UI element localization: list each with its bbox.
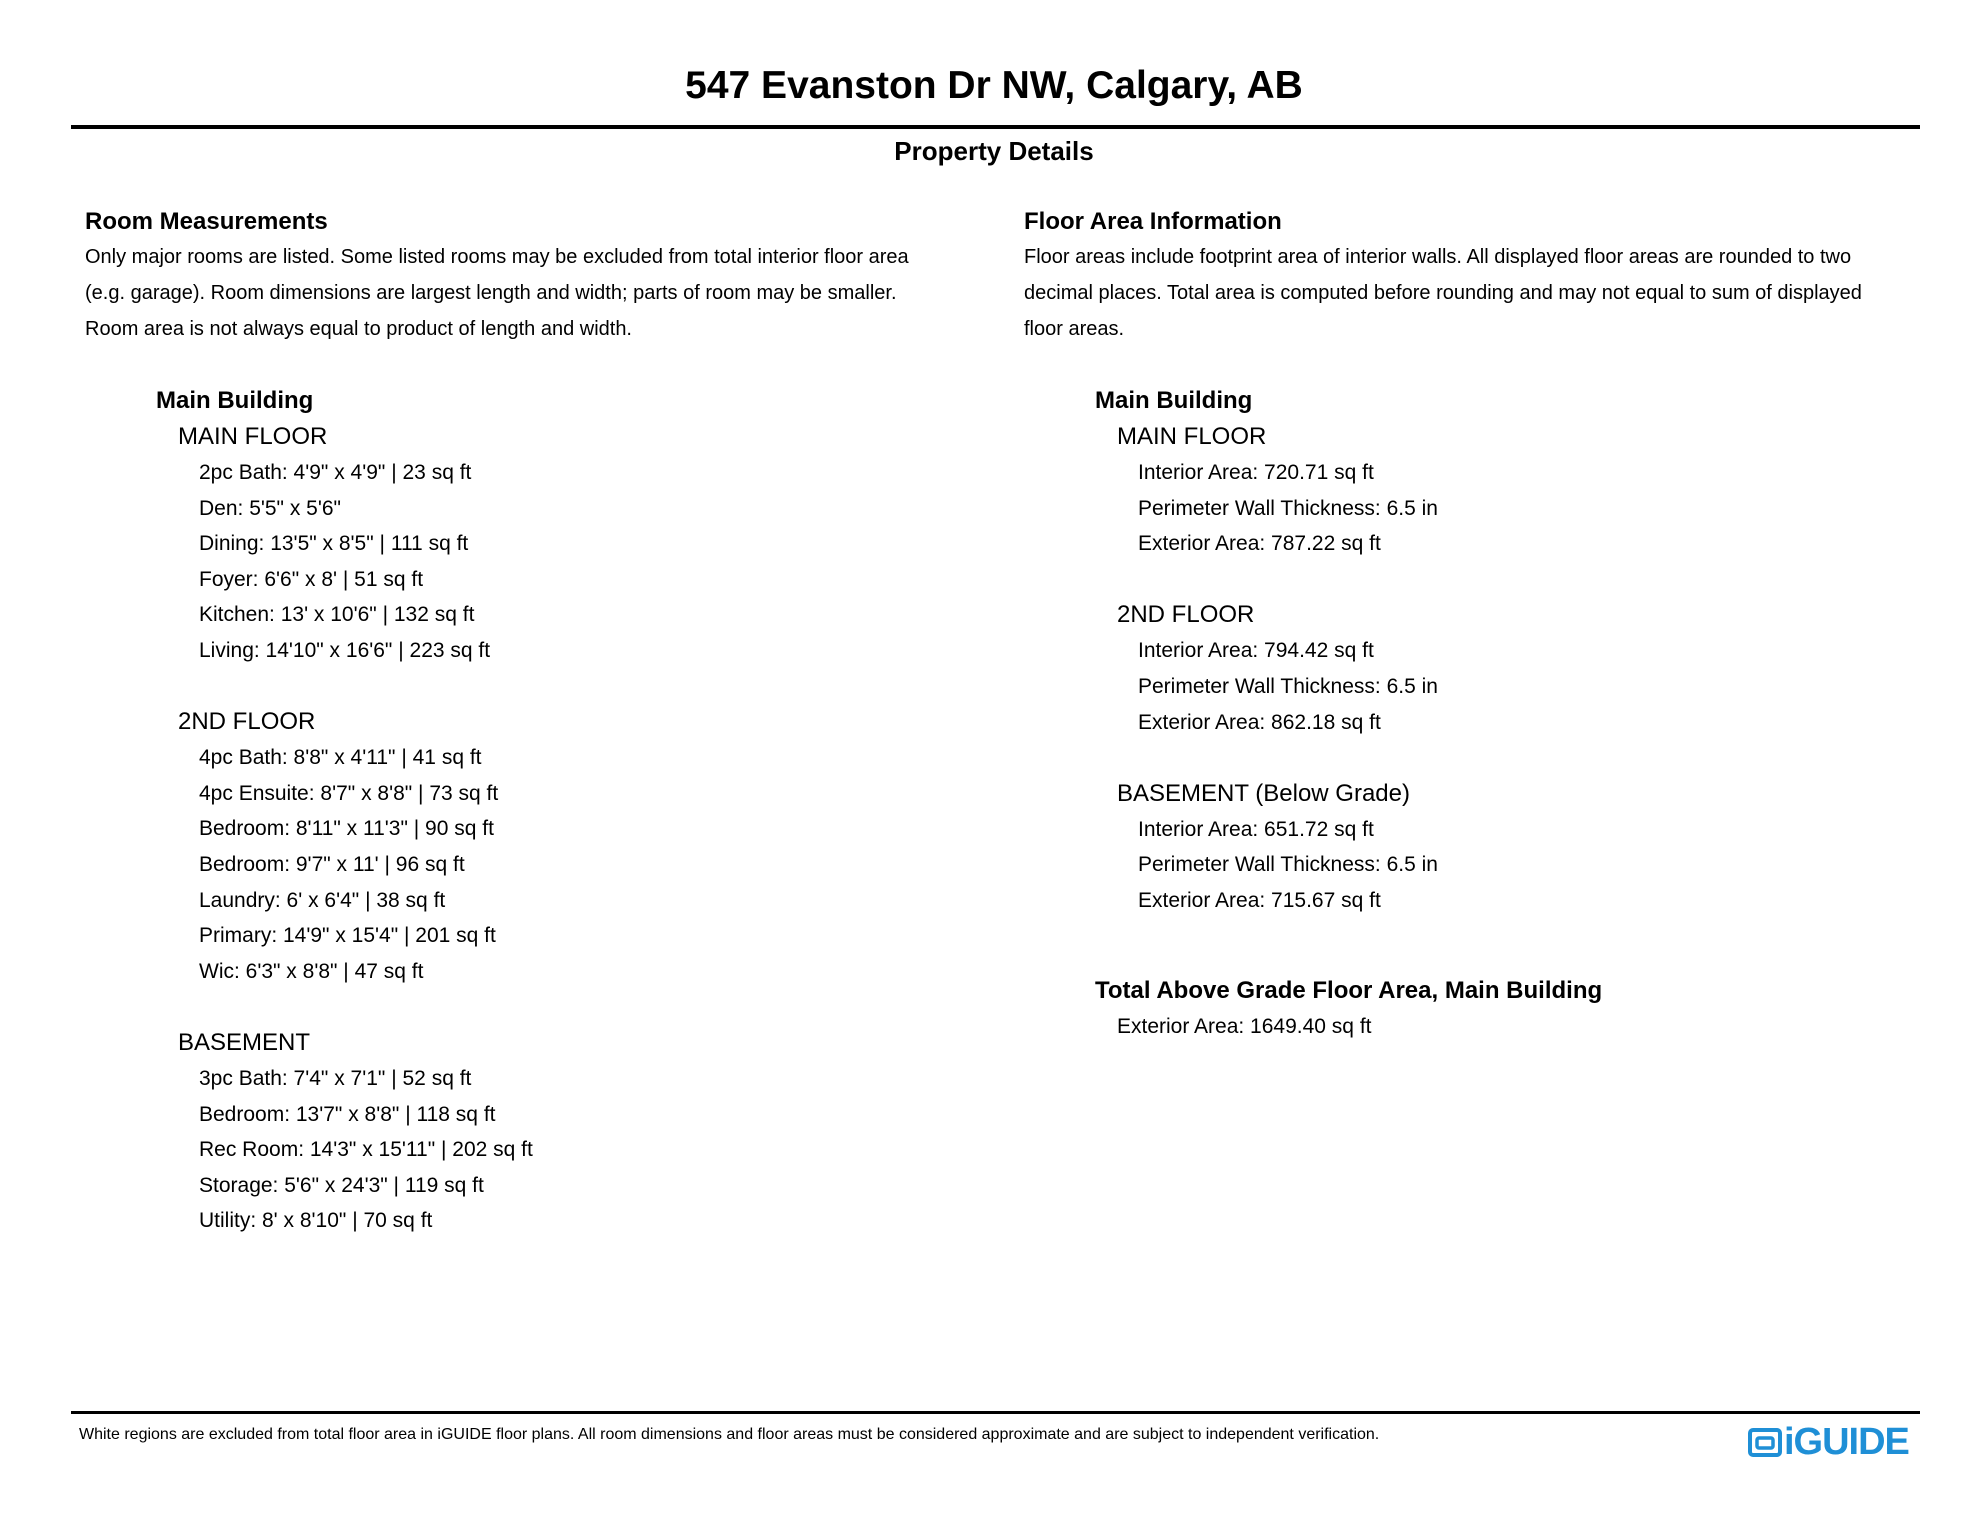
floor-heading: BASEMENT bbox=[178, 1028, 311, 1056]
room-item: 2pc Bath: 4'9" x 4'9" | 23 sq ft bbox=[199, 461, 472, 484]
floor-area-heading: Floor Area Information bbox=[1024, 208, 1282, 235]
floor-area-description-line: decimal places. Total area is computed before rounding and may not equal to sum of displayed bbox=[1024, 282, 1862, 304]
room-item: Laundry: 6' x 6'4" | 38 sq ft bbox=[199, 888, 446, 912]
room-item: Primary: 14'9" x 15'4" | 201 sq ft bbox=[199, 924, 496, 948]
room-item: Bedroom: 13'7" x 8'8" | 118 sq ft bbox=[199, 1102, 496, 1126]
area-item: Exterior Area: 787.22 sq ft bbox=[1138, 532, 1381, 556]
room-measurements-heading: Room Measurements bbox=[85, 208, 328, 235]
room-item: Storage: 5'6" x 24'3" | 119 sq ft bbox=[199, 1173, 484, 1197]
floor-heading: 2ND FLOOR bbox=[1117, 601, 1255, 629]
floor-heading: BASEMENT (Below Grade) bbox=[1117, 779, 1410, 807]
floor-area-description-line: floor areas. bbox=[1024, 318, 1125, 340]
area-item: Exterior Area: 862.18 sq ft bbox=[1138, 710, 1381, 734]
footer-divider bbox=[71, 1411, 1920, 1414]
room-item: 4pc Ensuite: 8'7" x 8'8" | 73 sq ft bbox=[199, 781, 499, 805]
room-item: Dining: 13'5" x 8'5" | 111 sq ft bbox=[199, 532, 469, 556]
total-area-value: Exterior Area: 1649.40 sq ft bbox=[1117, 1014, 1372, 1038]
area-item: Perimeter Wall Thickness: 6.5 in bbox=[1138, 853, 1438, 877]
area-item: Exterior Area: 715.67 sq ft bbox=[1138, 888, 1381, 912]
room-item: Foyer: 6'6" x 8' | 51 sq ft bbox=[199, 567, 424, 591]
room-measurements-description-line: (e.g. garage). Room dimensions are largest length and width; parts of room may be smaller. bbox=[85, 282, 897, 304]
floor-area-section bbox=[1024, 205, 1930, 1045]
total-area-heading: Total Above Grade Floor Area, Main Building bbox=[1095, 976, 1603, 1004]
room-item: 4pc Bath: 8'8" x 4'11" | 41 sq ft bbox=[199, 746, 482, 770]
floor-heading: MAIN FLOOR bbox=[178, 423, 328, 450]
iguide-logo-text: iGUIDE bbox=[1784, 1421, 1909, 1463]
room-item: Utility: 8' x 8'10" | 70 sq ft bbox=[199, 1209, 433, 1233]
iguide-camera-icon bbox=[1748, 1426, 1782, 1458]
building-heading: Main Building bbox=[156, 387, 314, 414]
room-item: Kitchen: 13' x 10'6" | 132 sq ft bbox=[199, 603, 475, 627]
title-divider bbox=[71, 125, 1920, 129]
area-item: Perimeter Wall Thickness: 6.5 in bbox=[1138, 496, 1438, 520]
room-item: Wic: 6'3" x 8'8" | 47 sq ft bbox=[199, 959, 424, 983]
room-item: Bedroom: 9'7" x 11' | 96 sq ft bbox=[199, 852, 465, 876]
page-subtitle: Property Details bbox=[894, 136, 1094, 166]
floor-heading: 2ND FLOOR bbox=[178, 708, 316, 736]
room-item: 3pc Bath: 7'4" x 7'1" | 52 sq ft bbox=[199, 1066, 472, 1090]
area-item: Interior Area: 794.42 sq ft bbox=[1138, 639, 1374, 663]
area-item: Interior Area: 720.71 sq ft bbox=[1138, 461, 1374, 484]
area-item: Interior Area: 651.72 sq ft bbox=[1138, 817, 1374, 841]
iguide-logo bbox=[1748, 1422, 1909, 1462]
room-item: Living: 14'10" x 16'6" | 223 sq ft bbox=[199, 638, 491, 662]
building-heading: Main Building bbox=[1095, 387, 1253, 414]
room-item: Den: 5'5" x 5'6" bbox=[199, 496, 342, 520]
room-item: Bedroom: 8'11" x 11'3" | 90 sq ft bbox=[199, 817, 494, 841]
floor-heading: MAIN FLOOR bbox=[1117, 423, 1267, 450]
page-title: 547 Evanston Dr NW, Calgary, AB bbox=[685, 64, 1303, 107]
area-item: Perimeter Wall Thickness: 6.5 in bbox=[1138, 674, 1438, 698]
room-measurements-description-line: Only major rooms are listed. Some listed rooms may be excluded from total interior floor area bbox=[85, 246, 909, 268]
room-item: Rec Room: 14'3" x 15'11" | 202 sq ft bbox=[199, 1138, 533, 1162]
footer-note: White regions are excluded from total floor area in iGUIDE floor plans. All room dimensions and floor areas must be considered approximate and are subject to independent verification. bbox=[79, 1426, 1380, 1443]
floor-area-description-line: Floor areas include footprint area of interior walls. All displayed floor areas are rounded to two bbox=[1024, 246, 1852, 268]
room-measurements-section bbox=[85, 205, 995, 1239]
room-measurements-description-line: Room area is not always equal to product of length and width. bbox=[85, 318, 632, 340]
